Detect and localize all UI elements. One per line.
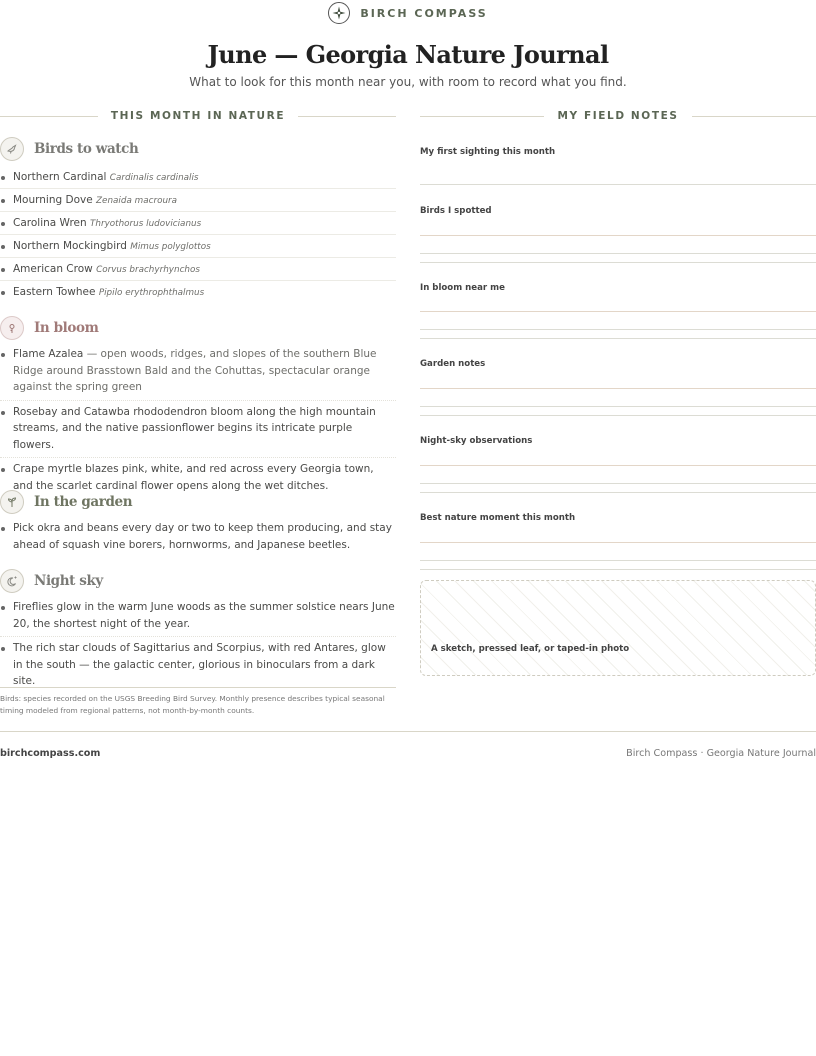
- flower-icon: [0, 316, 24, 340]
- field-label: Birds I spotted: [420, 206, 492, 216]
- writing-line[interactable]: [420, 406, 816, 407]
- footer-divider: [0, 731, 816, 732]
- category-title: Birds to watch: [34, 141, 139, 157]
- brand: [0, 2, 816, 24]
- bird-name: Carolina Wren: [13, 217, 87, 229]
- garden-text: Pick okra and beans every day or two to keep them producing, and stay ahead of squash vine borers, hornworms, and Japanese beetles.: [13, 522, 392, 551]
- bird-name: Mourning Dove: [13, 194, 93, 206]
- night-sky-text: The rich star clouds of Sagittarius and Scorpius, with red Antares, glow in the south — the galactic center, glorious in binoculars from a dark site.: [13, 642, 386, 687]
- writing-line[interactable]: [420, 338, 816, 339]
- writing-line[interactable]: [420, 492, 816, 493]
- compass-icon: [328, 2, 350, 24]
- field-label-garden: [420, 351, 816, 370]
- field-label-first-sighting: [420, 139, 816, 158]
- writing-line[interactable]: [420, 329, 816, 330]
- bloom-item: [0, 343, 396, 401]
- bird-scientific-name: Pipilo erythrophthalmus: [98, 288, 205, 298]
- sketch-label: A sketch, pressed leaf, or taped-in photo: [431, 644, 630, 654]
- bird-name: Eastern Towhee: [13, 286, 96, 298]
- bloom-list: [0, 343, 396, 498]
- field-label-best-moment: [420, 505, 816, 524]
- bird-name: American Crow: [13, 263, 93, 275]
- bird-scientific-name: Mimus polyglottos: [130, 242, 211, 252]
- divider: [0, 687, 396, 688]
- writing-line[interactable]: [420, 560, 816, 561]
- field-label: Night-sky observations: [420, 436, 533, 446]
- field-label: In bloom near me: [420, 283, 505, 293]
- category-title: In bloom: [34, 320, 99, 336]
- bird-scientific-name: Zenaida macroura: [96, 196, 178, 206]
- footer-site-link[interactable]: birchcompass.com: [0, 748, 101, 759]
- night-sky-list: [0, 596, 396, 694]
- category-night-sky: [0, 569, 103, 593]
- bird-scientific-name: Cardinalis cardinalis: [109, 173, 199, 183]
- writing-line[interactable]: [420, 235, 816, 236]
- writing-line[interactable]: [420, 184, 816, 185]
- source-note: Birds: species recorded on the USGS Breeding Bird Survey. Monthly presence describes typical seasonal timing modeled from regional patterns, not month-by-month counts.: [0, 694, 385, 715]
- writing-line[interactable]: [420, 388, 816, 389]
- bird-icon: [0, 137, 24, 161]
- bloom-text: Crape myrtle blazes pink, white, and red across every Georgia town, and the scarlet cardinal flower opens along the wet ditches.: [13, 463, 374, 492]
- bloom-item: [0, 401, 396, 459]
- section-header-field-notes: [420, 110, 816, 122]
- writing-line[interactable]: [420, 262, 816, 263]
- garden-list: [0, 517, 396, 557]
- sprout-icon: [0, 490, 24, 514]
- bird-item: [0, 235, 396, 258]
- writing-line[interactable]: [420, 483, 816, 484]
- bird-item: [0, 258, 396, 281]
- section-label: THIS MONTH IN NATURE: [110, 110, 286, 122]
- page-subtitle: What to look for this month near you, with room to record what you find.: [189, 75, 627, 89]
- section-header-nature: [0, 110, 396, 122]
- field-label-bloom: [420, 275, 816, 294]
- sketch-box[interactable]: [420, 580, 816, 676]
- bloom-text: — open woods, ridges, and slopes of the southern Blue Ridge around Brasstown Bald and the Cohuttas, spectacular orange against the spring green: [13, 348, 377, 393]
- bird-item: [0, 212, 396, 235]
- category-birds: [0, 137, 138, 161]
- field-label: Garden notes: [420, 359, 486, 369]
- writing-line[interactable]: [420, 311, 816, 312]
- night-sky-item: [0, 596, 396, 637]
- writing-line[interactable]: [420, 542, 816, 543]
- writing-line[interactable]: [420, 569, 816, 570]
- field-label: Best nature moment this month: [420, 513, 576, 523]
- brand-name: BIRCH COMPASS: [360, 6, 488, 20]
- bird-name: Northern Mockingbird: [13, 240, 127, 252]
- writing-line[interactable]: [420, 415, 816, 416]
- page-title: June — Georgia Nature Journal: [207, 40, 609, 69]
- bloom-lead: Flame Azalea: [13, 348, 84, 360]
- bird-scientific-name: Thryothorus ludovicianus: [90, 219, 202, 229]
- bird-item: [0, 166, 396, 189]
- category-garden: [0, 490, 132, 514]
- section-label: MY FIELD NOTES: [557, 110, 679, 122]
- category-bloom: [0, 316, 99, 340]
- category-title: In the garden: [34, 494, 133, 510]
- garden-item: [0, 517, 396, 557]
- field-label-birds: [420, 198, 816, 217]
- category-title: Night sky: [34, 573, 103, 589]
- bird-item: [0, 281, 396, 304]
- field-label: My first sighting this month: [420, 147, 556, 157]
- bird-name: Northern Cardinal: [13, 171, 107, 183]
- bird-scientific-name: Corvus brachyrhynchos: [96, 265, 200, 275]
- field-label-night-sky: [420, 428, 816, 447]
- writing-line[interactable]: [420, 253, 816, 254]
- night-sky-item: [0, 637, 396, 694]
- footer-credit: Birch Compass · Georgia Nature Journal: [626, 748, 816, 759]
- night-sky-text: Fireflies glow in the warm June woods as the summer solstice nears June 20, the shortest night of the year.: [13, 601, 395, 630]
- writing-line[interactable]: [420, 465, 816, 466]
- moon-star-icon: [0, 569, 24, 593]
- bird-item: [0, 189, 396, 212]
- bird-list: [0, 166, 396, 304]
- bloom-text: Rosebay and Catawba rhododendron bloom along the high mountain streams, and the native passionflower begins its intricate purple flowers.: [13, 405, 376, 451]
